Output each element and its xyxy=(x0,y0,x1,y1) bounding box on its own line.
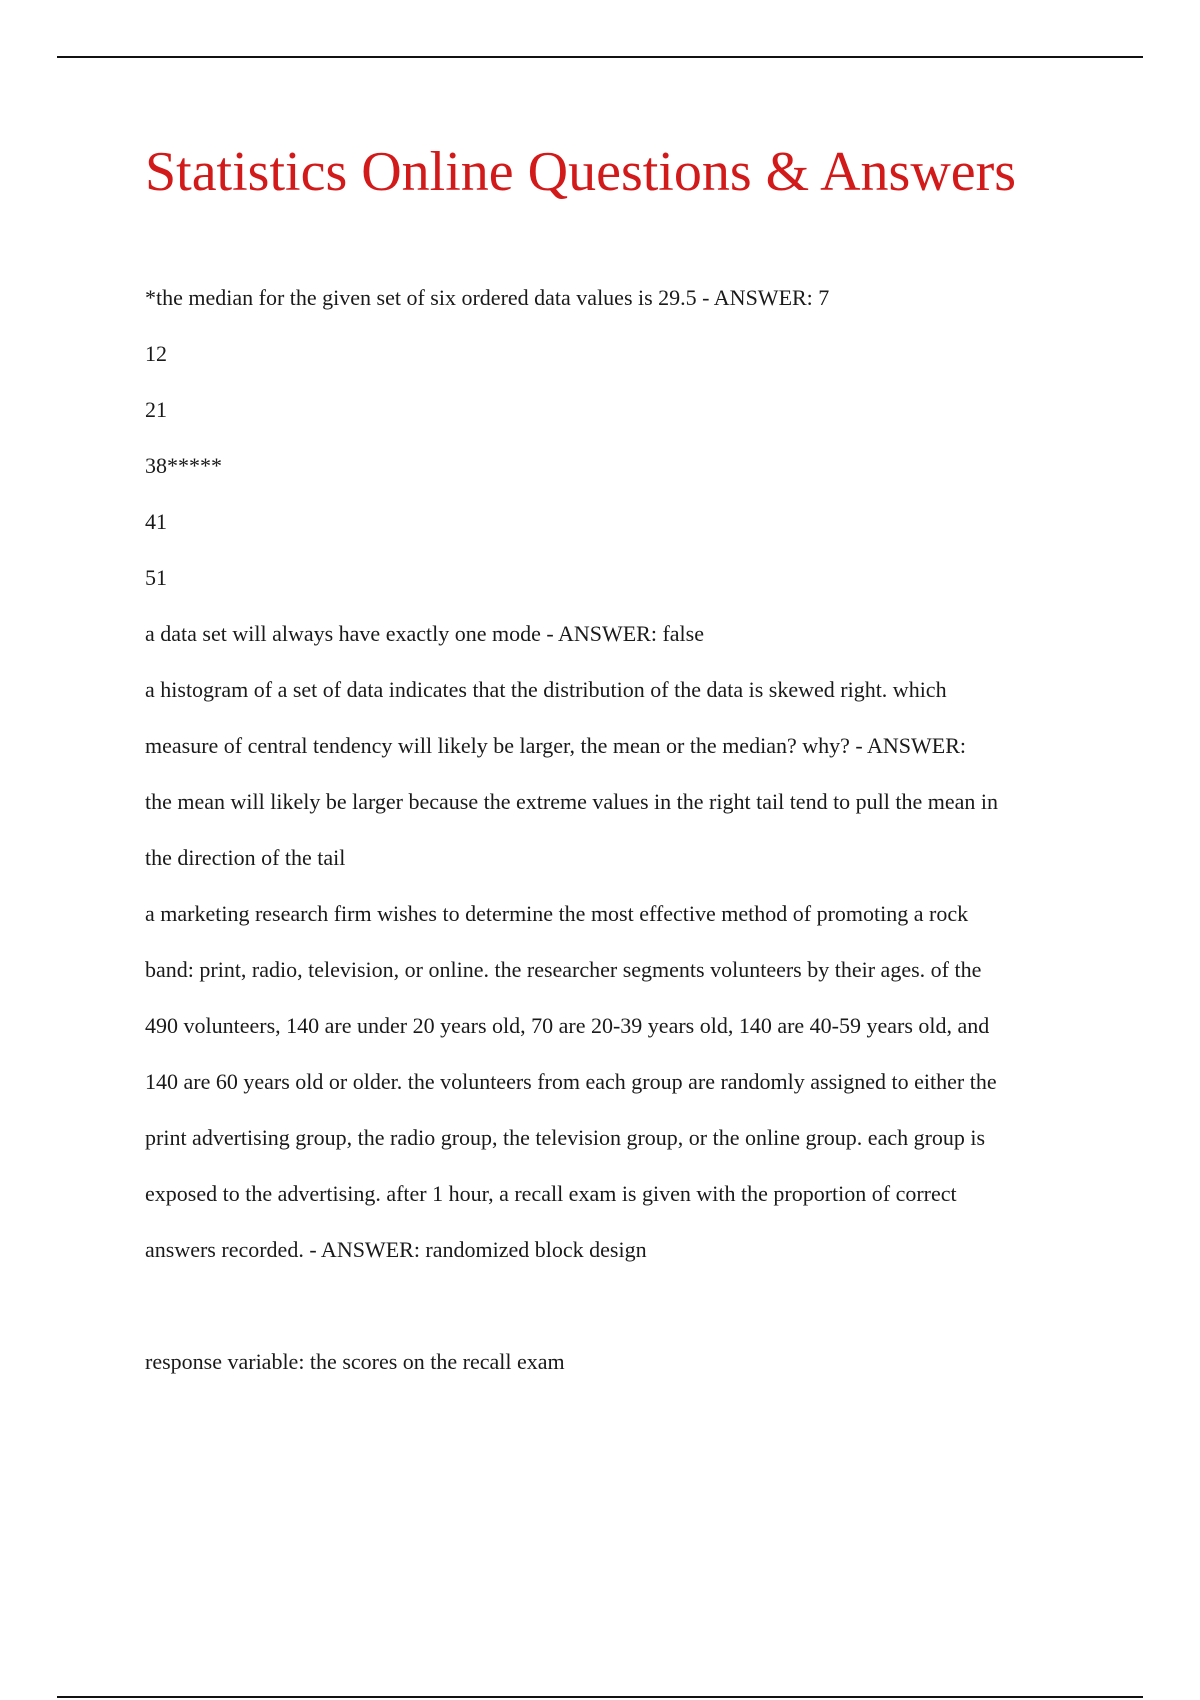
question-text: a data set will always have exactly one mode - ANSWER: false xyxy=(145,621,704,646)
paragraph-line: the direction of the tail xyxy=(145,845,346,870)
response-variable-note xyxy=(145,1334,1090,1390)
paragraph-line: response variable: the scores on the recall exam xyxy=(145,1349,565,1374)
data-value: 41 xyxy=(145,509,167,534)
paragraph-spacer xyxy=(145,1278,1090,1334)
data-value: 12 xyxy=(145,341,167,366)
paragraph-line: a histogram of a set of data indicates that the distribution of the data is skewed right. which xyxy=(145,677,947,702)
paragraph-line: answers recorded. - ANSWER: randomized block design xyxy=(145,1237,647,1262)
document-body xyxy=(145,270,1090,1390)
page-title: Statistics Online Questions & Answers xyxy=(145,141,1017,203)
paragraph-line: measure of central tendency will likely be larger, the mean or the median? why? - ANSWER: xyxy=(145,733,966,758)
data-value: 51 xyxy=(145,565,167,590)
paragraph-line: print advertising group, the radio group, the television group, or the online group. each group is xyxy=(145,1125,986,1150)
page-bottom-rule xyxy=(57,1696,1143,1698)
question-text: *the median for the given set of six ordered data values is 29.5 - ANSWER: 7 xyxy=(145,285,830,310)
page-top-rule xyxy=(57,56,1143,58)
question-marketing xyxy=(145,886,1090,1278)
paragraph-line: band: print, radio, television, or online. the researcher segments volunteers by their ages. of the xyxy=(145,957,982,982)
data-value: 21 xyxy=(145,397,167,422)
paragraph-line: 490 volunteers, 140 are under 20 years old, 70 are 20-39 years old, 140 are 40-59 years old, and xyxy=(145,1013,990,1038)
paragraph-line: exposed to the advertising. after 1 hour, a recall exam is given with the proportion of correct xyxy=(145,1181,957,1206)
question-histogram xyxy=(145,662,1090,886)
paragraph-line: the mean will likely be larger because the extreme values in the right tail tend to pull the mean in xyxy=(145,789,999,814)
paragraph-line: 140 are 60 years old or older. the volunteers from each group are randomly assigned to either the xyxy=(145,1069,997,1094)
question-median xyxy=(145,270,1090,606)
question-mode xyxy=(145,606,1090,662)
paragraph-line: a marketing research firm wishes to determine the most effective method of promoting a rock xyxy=(145,901,969,926)
data-value: 38***** xyxy=(145,453,222,478)
